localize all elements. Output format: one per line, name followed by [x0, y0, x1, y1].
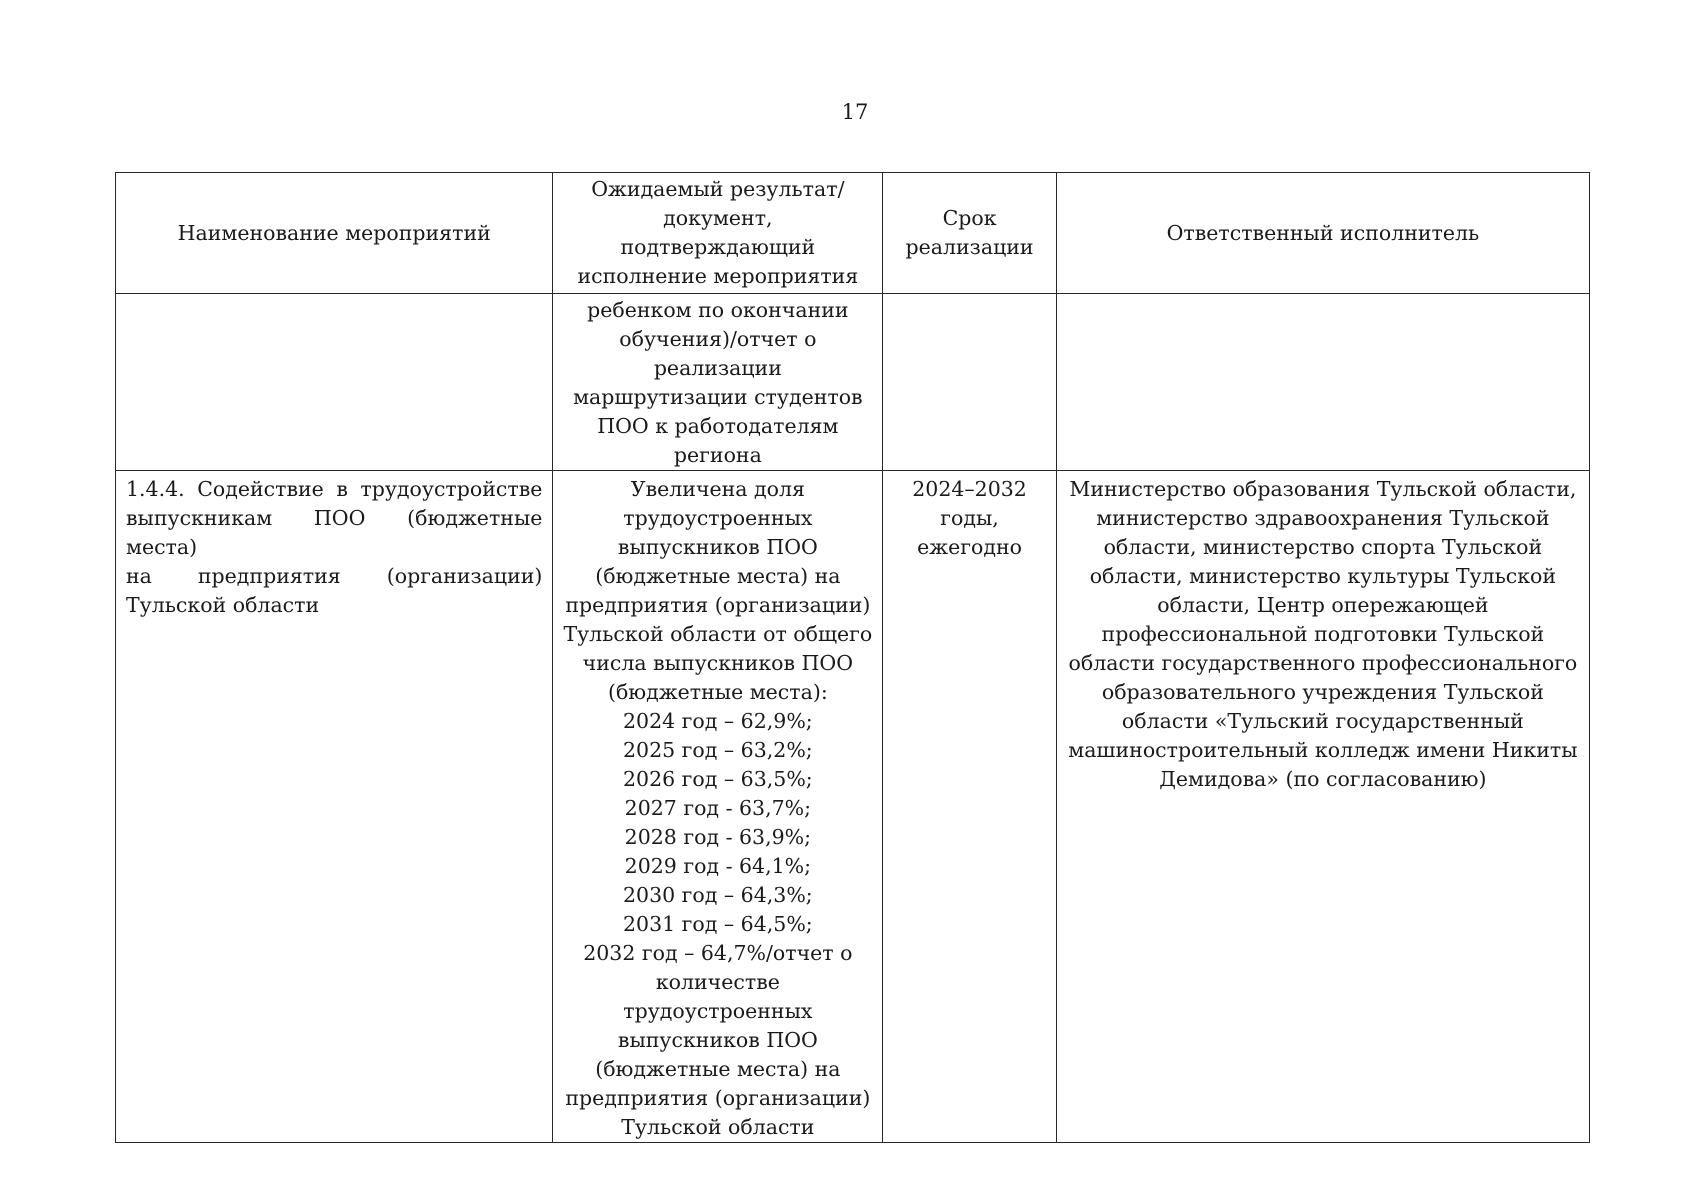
header-expected-result: Ожидаемый результат/ документ, подтверждающий исполнение мероприятия: [553, 173, 883, 294]
header-term: Срок реализации: [883, 173, 1056, 294]
result-year-2024: 2024 год – 62,9%;: [623, 709, 813, 733]
result-year-2029: 2029 год - 64,1%;: [624, 854, 812, 878]
activity-name-line-1: 1.4.4. Содействие в трудоустройстве: [126, 477, 543, 501]
cell-term-1-4-4: 2024–2032 годы, ежегодно: [883, 471, 1056, 1143]
result-year-2027: 2027 год - 63,7%;: [624, 796, 812, 820]
table-header-row: [116, 173, 1590, 294]
activities-table: [115, 172, 1590, 1143]
cell-result-1-4-4: [553, 471, 883, 1143]
table-row-1-4-4: [116, 471, 1590, 1143]
cell-executor-continuation: [1056, 294, 1589, 471]
activity-name-line-4: Тульской области: [126, 593, 320, 617]
activity-name-line-2: выпускникам ПОО (бюджетные места): [126, 506, 543, 559]
result-year-2026: 2026 год – 63,5%;: [623, 767, 813, 791]
cell-result-continuation: ребенком по окончании обучения)/отчет о реализации маршрутизации студентов ПОО к работодателям региона: [553, 294, 883, 471]
header-executor: Ответственный исполнитель: [1056, 173, 1589, 294]
activity-name-line-3: на предприятия (организации): [126, 564, 543, 588]
table-row-continuation: [116, 294, 1590, 471]
result-year-2031: 2031 год – 64,5%;: [623, 912, 813, 936]
header-activity-name: Наименование мероприятий: [116, 173, 553, 294]
result-intro: Увеличена доля трудоустроенных выпускников ПОО (бюджетные места) на предприятия (организации) Тульской области от общего числа выпускников ПОО (бюджетные места):: [563, 477, 873, 704]
cell-executor-1-4-4: Министерство образования Тульской области, министерство здравоохранения Тульской области, министерство спорта Тульской области, министерство культуры Тульской области, Центр опережающей профессиональной подготовки Тульской области государственного профессионального образовательного учреждения Тульской области «Тульский государственный машиностроительный колледж имени Никиты Демидова» (по согласованию): [1056, 471, 1589, 1143]
cell-term-continuation: [883, 294, 1056, 471]
cell-name-1-4-4: [116, 471, 553, 1143]
page-number: 17: [841, 100, 869, 124]
result-year-2025: 2025 год – 63,2%;: [623, 738, 813, 762]
result-final: 2032 год – 64,7%/отчет о количестве трудоустроенных выпускников ПОО (бюджетные места) на предприятия (организации) Тульской области: [565, 941, 871, 1139]
result-year-2028: 2028 год - 63,9%;: [624, 825, 812, 849]
cell-name-continuation: [116, 294, 553, 471]
result-year-2030: 2030 год – 64,3%;: [623, 883, 813, 907]
